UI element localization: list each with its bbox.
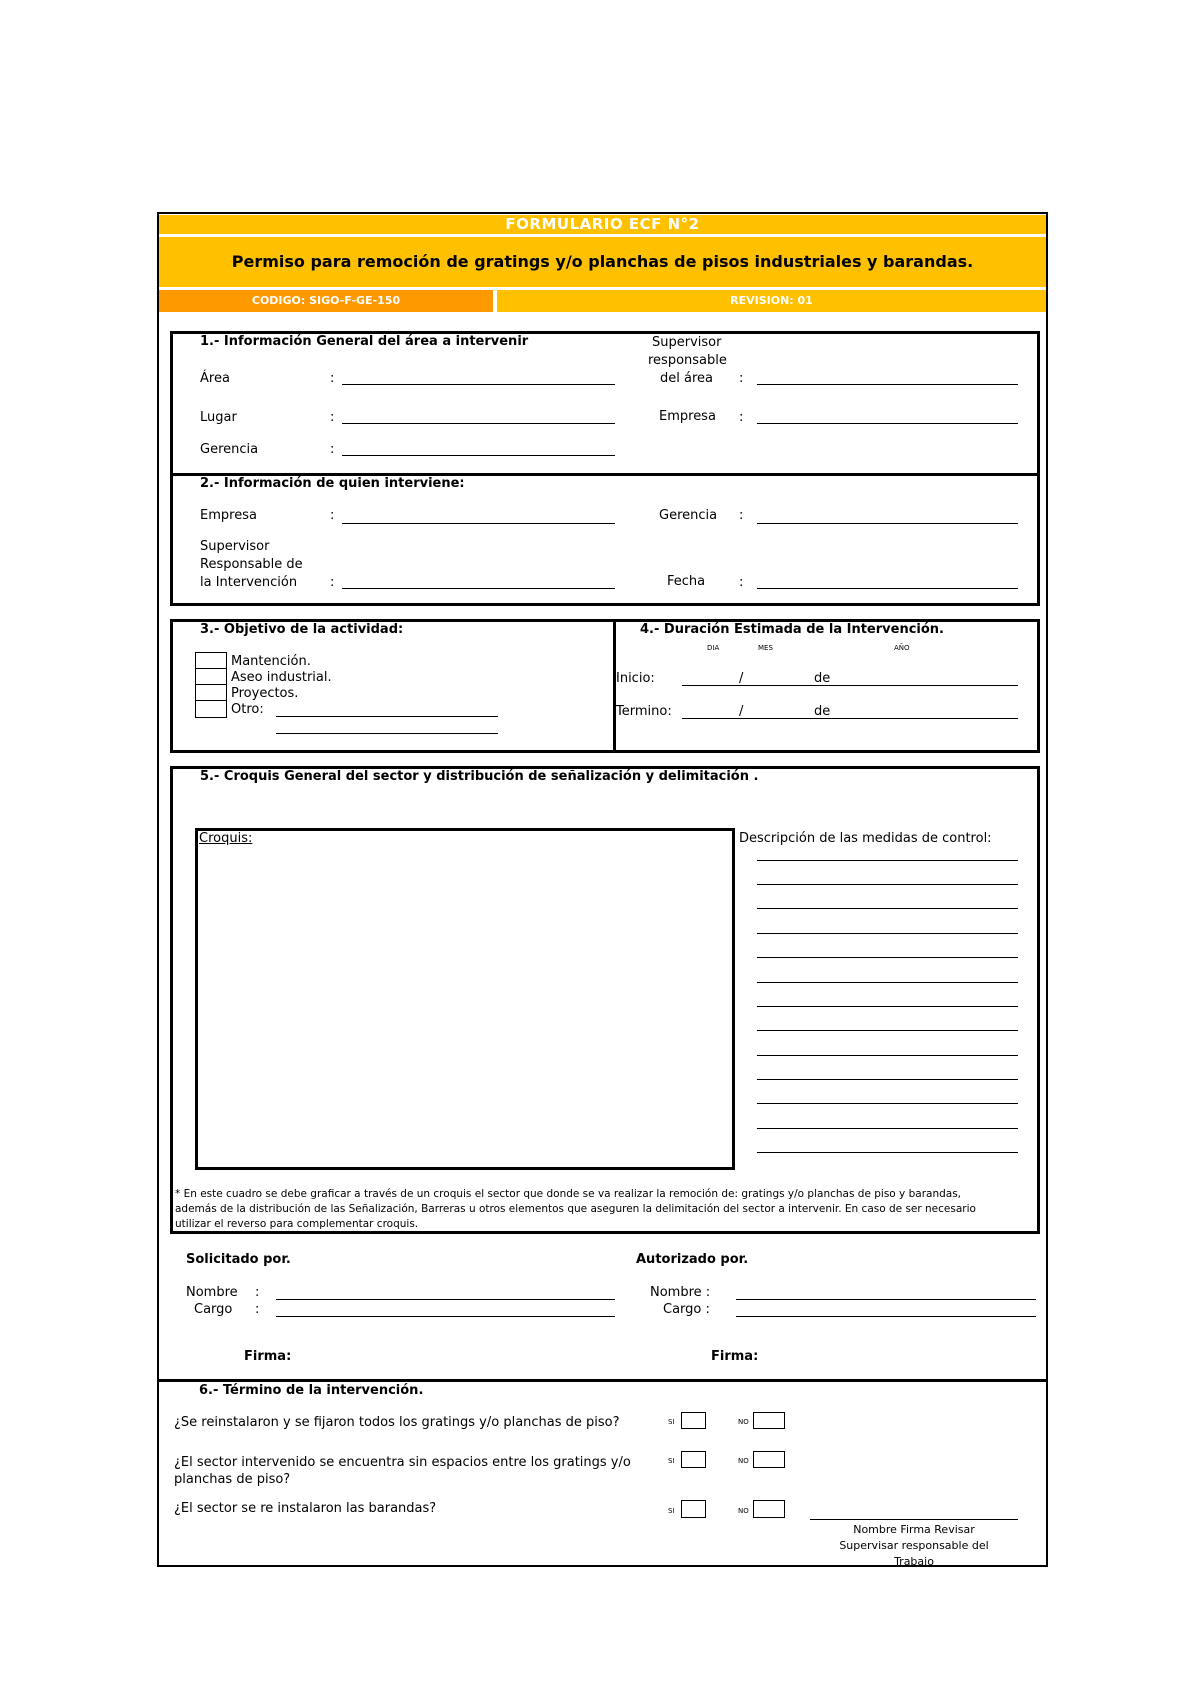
colon: :	[330, 442, 335, 457]
colon: :	[739, 575, 744, 590]
autorizado-firma-label: Firma:	[711, 1349, 759, 1364]
colon: :	[739, 410, 744, 425]
supervisor-int-label-2: Responsable de	[200, 557, 303, 572]
form-revision: REVISION: 01	[497, 290, 1046, 312]
otro-field-2[interactable]	[276, 733, 498, 734]
supervisor-area-label-1: Supervisor	[652, 335, 722, 350]
supervisor-int-label-1: Supervisor	[200, 539, 270, 554]
croquis-note-3: utilizar el reverso para complementar croquis.	[175, 1218, 419, 1230]
revisor-signature-line[interactable]	[810, 1519, 1018, 1520]
form-code: CODIGO: SIGO-F-GE-150	[159, 290, 493, 312]
mantencion-label: Mantención.	[231, 654, 311, 669]
section-4-heading: 4.- Duración Estimada de la Intervención.	[640, 622, 944, 637]
autorizado-heading: Autorizado por.	[636, 1252, 749, 1267]
termino-slash: /	[739, 704, 744, 719]
control-line[interactable]	[757, 1103, 1018, 1104]
control-line[interactable]	[757, 933, 1018, 934]
gerencia-field[interactable]	[342, 455, 615, 456]
control-line[interactable]	[757, 957, 1018, 958]
solicitado-heading: Solicitado por.	[186, 1252, 291, 1267]
control-line[interactable]	[757, 982, 1018, 983]
control-line[interactable]	[757, 884, 1018, 885]
q2-si-label: SI	[668, 1457, 675, 1465]
section-1-heading: 1.- Información General del área a intervenir	[200, 334, 529, 349]
autorizado-cargo-label: Cargo :	[663, 1302, 710, 1317]
area-field[interactable]	[342, 384, 615, 385]
q1-no-checkbox[interactable]	[753, 1412, 785, 1429]
question-2-line-1: ¿El sector intervenido se encuentra sin espacios entre los gratings y/o	[174, 1455, 631, 1470]
revisor-signature-caption	[800, 1522, 1028, 1570]
q1-si-checkbox[interactable]	[681, 1412, 706, 1429]
supervisor-area-label-3: del área	[660, 371, 713, 386]
otro-field-1[interactable]	[276, 716, 498, 717]
colon: :	[330, 508, 335, 523]
q3-no-label: NO	[738, 1507, 749, 1515]
control-line[interactable]	[757, 860, 1018, 861]
q3-si-checkbox[interactable]	[681, 1500, 706, 1518]
anio-label: AÑO	[894, 644, 910, 652]
q3-no-checkbox[interactable]	[753, 1500, 785, 1518]
termino-label: Termino:	[616, 704, 672, 719]
croquis-note-1: * En este cuadro se debe graficar a través de un croquis el sector que donde se va realizar la remoción de: gratings y/o planchas de piso y barandas,	[175, 1188, 962, 1200]
control-line[interactable]	[757, 1006, 1018, 1007]
revisor-caption-line-3: Trabajo	[894, 1555, 934, 1568]
question-1: ¿Se reinstalaron y se fijaron todos los gratings y/o planchas de piso?	[174, 1415, 620, 1430]
section-6-heading: 6.- Término de la intervención.	[199, 1383, 424, 1398]
colon: :	[330, 371, 335, 386]
gerencia-label: Gerencia	[200, 442, 259, 457]
section-3-heading: 3.- Objetivo de la actividad:	[200, 622, 404, 637]
dia-label: DIA	[707, 644, 720, 652]
section-2-box	[170, 473, 1040, 606]
section-4-box	[613, 619, 1040, 753]
autorizado-nombre-field[interactable]	[736, 1299, 1036, 1300]
supervisor-int-label-3: la Intervención	[200, 575, 298, 590]
q1-no-label: NO	[738, 1418, 749, 1426]
croquis-note-2: además de la distribución de las Señalización, Barreras u otros elementos que aseguren la delimitación del sector a intervenir. En caso de ser necesario	[175, 1203, 976, 1215]
supervisor-int-field[interactable]	[342, 588, 615, 589]
fecha-field[interactable]	[757, 588, 1018, 589]
question-3: ¿El sector se re instalaron las barandas?	[174, 1501, 437, 1516]
solicitado-nombre-field[interactable]	[276, 1299, 615, 1300]
revisor-caption-line-1: Nombre Firma Revisar	[853, 1523, 975, 1536]
revisor-caption-line-2: Supervisar responsable del	[839, 1539, 989, 1552]
inicio-label: Inicio:	[616, 671, 655, 686]
proyectos-checkbox[interactable]	[195, 684, 227, 701]
colon: :	[330, 410, 335, 425]
autorizado-nombre-label: Nombre :	[650, 1285, 711, 1300]
colon: :	[739, 508, 744, 523]
croquis-area[interactable]	[195, 828, 735, 1170]
termino-de: de	[814, 704, 831, 719]
form-subtitle: Permiso para remoción de gratings y/o planchas de pisos industriales y barandas.	[159, 237, 1046, 287]
control-line[interactable]	[757, 1079, 1018, 1080]
proyectos-label: Proyectos.	[231, 686, 299, 701]
control-description-label: Descripción de las medidas de control:	[739, 831, 992, 846]
question-2-line-2: planchas de piso?	[174, 1472, 291, 1487]
otro-checkbox[interactable]	[195, 700, 227, 718]
inicio-slash: /	[739, 671, 744, 686]
empresa-field-1[interactable]	[757, 423, 1018, 424]
autorizado-cargo-field[interactable]	[736, 1316, 1036, 1317]
aseo-checkbox[interactable]	[195, 668, 227, 685]
colon: :	[739, 371, 744, 386]
termino-field[interactable]	[682, 718, 1018, 719]
mantencion-checkbox[interactable]	[195, 652, 227, 669]
colon: :	[255, 1302, 260, 1317]
supervisor-area-label-2: responsable	[648, 353, 727, 368]
solicitado-nombre-label: Nombre	[186, 1285, 238, 1300]
section-2-heading: 2.- Información de quien interviene:	[200, 476, 465, 491]
inicio-de: de	[814, 671, 831, 686]
q1-si-label: SI	[668, 1418, 675, 1426]
mes-label: MES	[758, 644, 773, 652]
inicio-field[interactable]	[682, 685, 1018, 686]
section-6-divider	[157, 1379, 1048, 1382]
gerencia-label-2: Gerencia	[659, 508, 718, 523]
solicitado-firma-label: Firma:	[244, 1349, 292, 1364]
empresa-label-2: Empresa	[200, 508, 257, 523]
section-5-heading: 5.- Croquis General del sector y distribución de señalización y delimitación .	[200, 769, 759, 784]
control-line[interactable]	[757, 1128, 1018, 1129]
otro-label: Otro:	[231, 702, 264, 717]
control-line[interactable]	[757, 1055, 1018, 1056]
q2-no-label: NO	[738, 1457, 749, 1465]
empresa-label-1: Empresa	[659, 409, 716, 424]
croquis-label: Croquis:	[199, 831, 253, 846]
solicitado-cargo-label: Cargo	[194, 1302, 233, 1317]
fecha-label: Fecha	[667, 574, 706, 589]
q2-si-checkbox[interactable]	[681, 1451, 706, 1468]
supervisor-area-field[interactable]	[757, 384, 1018, 385]
q3-si-label: SI	[668, 1507, 675, 1515]
control-line[interactable]	[757, 1030, 1018, 1031]
colon: :	[330, 575, 335, 590]
gerencia-field-2[interactable]	[757, 523, 1018, 524]
lugar-label: Lugar	[200, 410, 237, 425]
lugar-field[interactable]	[342, 423, 615, 424]
control-line[interactable]	[757, 908, 1018, 909]
aseo-label: Aseo industrial.	[231, 670, 332, 685]
control-line[interactable]	[757, 1152, 1018, 1153]
q2-no-checkbox[interactable]	[753, 1451, 785, 1468]
area-label: Área	[200, 371, 230, 386]
colon: :	[255, 1285, 260, 1300]
solicitado-cargo-field[interactable]	[276, 1316, 615, 1317]
empresa-field-2[interactable]	[342, 523, 615, 524]
form-title: FORMULARIO ECF N°2	[159, 215, 1046, 234]
